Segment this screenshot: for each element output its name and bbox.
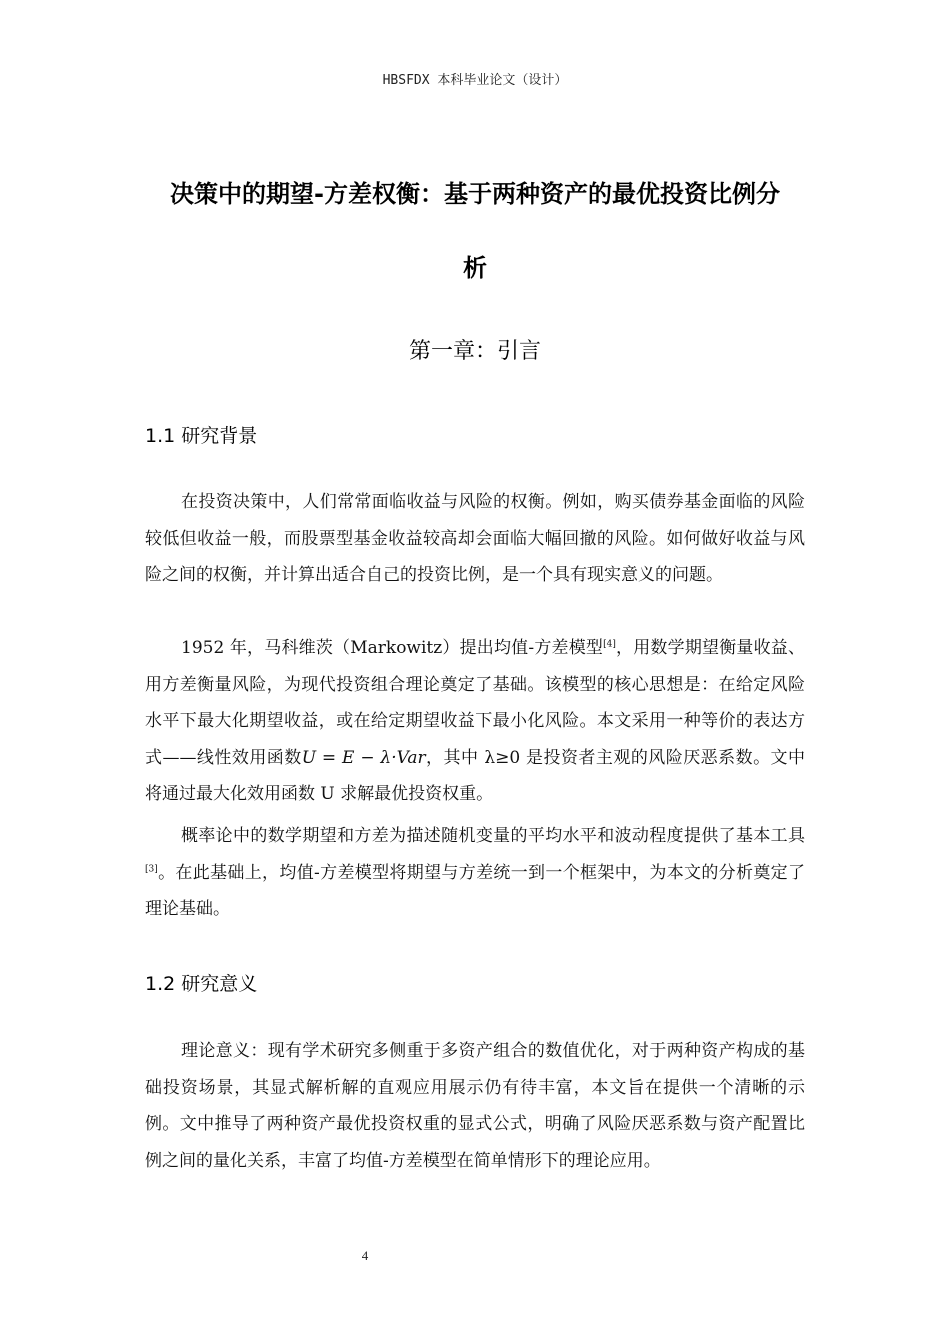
paragraph-background-2 [145,630,805,813]
running-header: HBSFDX 本科毕业论文（设计） [382,73,568,88]
paragraph-text: 概率论中的数学期望和方差为描述随机变量的平均水平和波动程度提供了基本工具 [181,826,805,846]
section-heading-1-2: 1.2 研究意义 [145,973,258,995]
page-number: 4 [361,1248,369,1263]
paragraph-text: ，其中 λ≥0 是投资者主观的风险厌恶系数。文中将通过最大化效用函数 U 求解最优投资权重。 [145,747,805,804]
thesis-title-line-1: 决策中的期望-方差权衡：基于两种资产的最优投资比例分 [170,180,780,208]
citation-reference: [3] [145,863,158,874]
utility-formula: U = E − λ·Var [301,747,426,768]
section-heading-1-1: 1.1 研究背景 [145,425,258,447]
paragraph-background-3 [145,818,805,928]
paragraph-text: 。在此基础上，均值-方差模型将期望与方差统一到一个框架中，为本文的分析奠定了理论基础。 [145,862,805,919]
thesis-title-line-2: 析 [463,254,487,282]
paragraph-background-1: 在投资决策中，人们常常面临收益与风险的权衡。例如，购买债券基金面临的风险较低但收益一般，而股票型基金收益较高却会面临大幅回撤的风险。如何做好收益与风险之间的权衡，并计算出适合自己的投资比例，是一个具有现实意义的问题。 [145,492,805,585]
chapter-heading: 第一章：引言 [408,339,541,364]
citation-reference: [4] [603,639,616,650]
paragraph-significance-1: 理论意义：现有学术研究多侧重于多资产组合的数值优化，对于两种资产构成的基础投资场景，其显式解析解的直观应用展示仍有待丰富，本文旨在提供一个清晰的示例。文中推导了两种资产最优投资权重的显式公式，明确了风险厌恶系数与资产配置比例之间的量化关系，丰富了均值-方差模型在简单情形下的理论应用。 [145,1041,805,1171]
paragraph-text: ，用数学期望衡量收益、用方差衡量风险，为现代投资组合理论奠定了基础。该模型的核心思想是：在给定风险水平下最大化期望收益，或在给定期望收益下最小化风险。本文采用一种等价的表达方式——线性效用函数 [145,638,805,768]
paragraph-text: 1952 年，马科维茨（Markowitz）提出均值-方差模型 [181,638,604,658]
